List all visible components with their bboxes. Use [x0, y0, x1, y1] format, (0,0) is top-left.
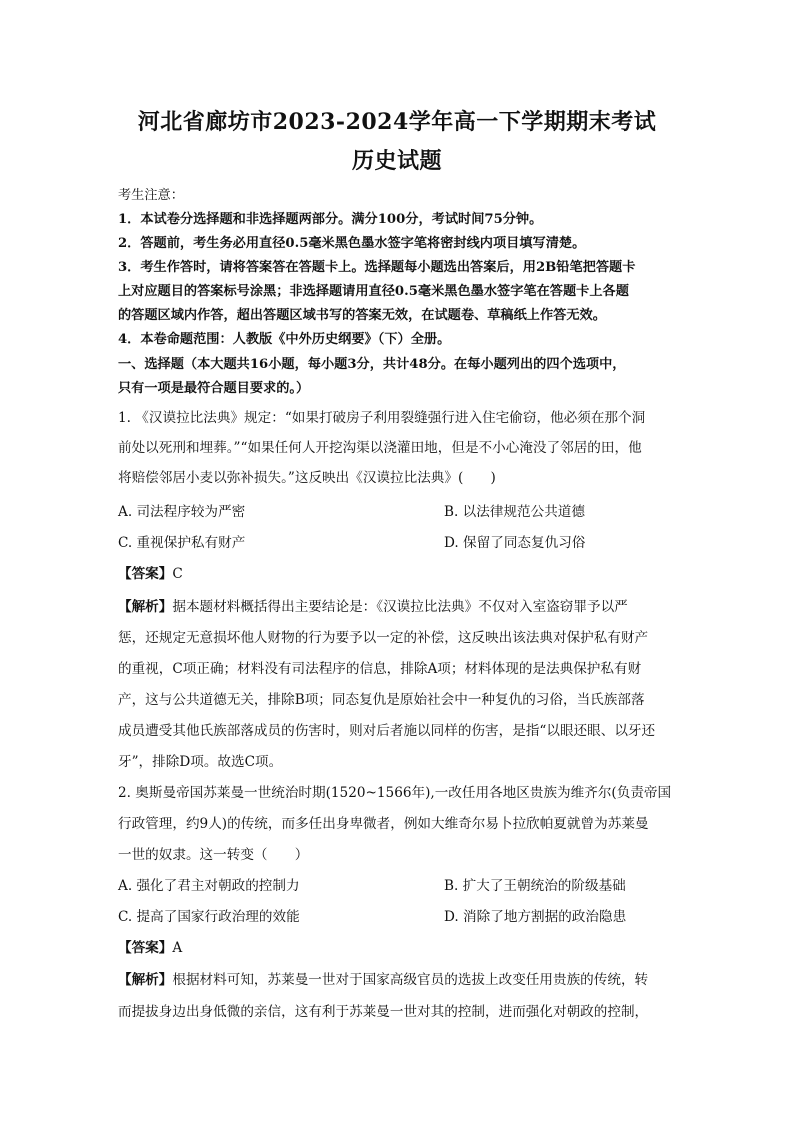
page-title: 河北省廊坊市2023-2024学年高一下学期期末考试 — [137, 109, 657, 135]
section-heading-2: 只有一项是最符合题目要求的。） — [118, 381, 310, 396]
q2-option-a: A. 强化了君主对朝政的控制力 — [118, 878, 300, 894]
q1-stem-2: 前处以死刑和埋葬。”“如果任何人开挖沟渠以浇灌田地，但是不小心淹没了邻居的田，他 — [118, 440, 642, 456]
q1-option-c: C. 重视保护私有财产 — [118, 535, 246, 551]
q1-analysis-3: 的重视，C项正确；材料没有司法程序的信息，排除A项；材料体现的是法典保护私有财 — [118, 661, 642, 677]
notice-line-3: 3．考生作答时，请将答案答在答题卡上。选择题每小题选出答案后，用2B铅笔把答题卡 — [118, 260, 636, 275]
q2-stem-1: 2. 奥斯曼帝国苏莱曼一世统治时期(1520~1566年),一改任用各地区贵族为维齐尔(负责帝国 — [118, 785, 672, 801]
q1-answer — [118, 564, 678, 584]
notice-line-6: 4．本卷命题范围：人教版《中外历史纲要》（下）全册。 — [118, 332, 451, 347]
notice-line-2: 2．答题前，考生务必用直径0.5毫米黑色墨水签字笔将密封线内项目填写清楚。 — [118, 236, 586, 251]
q1-analysis-5: 成员遭受其他氏族部落成员的伤害时，则对后者施以同样的伤害，是指“以眼还眼、以牙还 — [118, 723, 656, 739]
q2-stem-2: 行政管理，约9人)的传统，而多任出身卑微者，例如大维奇尔易卜拉欣帕夏就曾为苏莱曼 — [118, 816, 649, 832]
q1-option-d: D. 保留了同态复仇习俗 — [444, 535, 586, 551]
notice-line-5: 的答题区域内作答，超出答题区域书写的答案无效，在试题卷、草稿纸上作答无效。 — [118, 308, 606, 323]
q1-analysis-text-1: 据本题材料概括得出主要结论是：《汉谟拉比法典》不仅对入室盗窃罪予以严 — [172, 599, 628, 615]
q1-analysis-tag: 【解析】 — [118, 599, 173, 615]
q1-analysis-4: 产，这与公共道德无关，排除B项；同态复仇是原始社会中一种复仇的习俗，当氏族部落 — [118, 692, 645, 708]
notice-heading: 考生注意： — [118, 188, 184, 203]
q1-stem-3: 将赔偿邻居小麦以弥补损失。”这反映出《汉谟拉比法典》( ) — [118, 470, 496, 486]
q2-option-b: B. 扩大了王朝统治的阶级基础 — [444, 878, 626, 894]
q1-answer-tag: 【答案】 — [118, 566, 173, 582]
q1-analysis-6: 牙”，排除D项。故选C项。 — [118, 754, 283, 770]
q2-analysis-1 — [118, 970, 678, 990]
q2-option-d: D. 消除了地方割据的政治隐患 — [444, 909, 627, 925]
q2-analysis-tag: 【解析】 — [118, 972, 173, 988]
q2-answer-value: A — [172, 940, 183, 956]
q2-stem-3: 一世的奴隶。这一转变（ ） — [118, 847, 309, 863]
notice-line-4: 上对应题目的答案标号涂黑；非选择题请用直径0.5毫米黑色墨水签字笔在答题卡上各题 — [118, 284, 629, 299]
q1-analysis-2: 惩，还规定无意损坏他人财物的行为要予以一定的补偿，这反映出该法典对保护私有财产 — [118, 630, 649, 646]
q1-answer-value: C — [172, 566, 183, 582]
q2-answer-tag: 【答案】 — [118, 940, 173, 956]
page-subtitle: 历史试题 — [351, 148, 442, 174]
q1-analysis-1 — [118, 597, 678, 617]
notice-line-1: 1．本试卷分选择题和非选择题两部分。满分100分，考试时间75分钟。 — [118, 212, 543, 227]
q1-option-a: A. 司法程序较为严密 — [118, 504, 246, 520]
q1-option-b: B. 以法律规范公共道德 — [444, 504, 585, 520]
q2-answer — [118, 938, 678, 958]
q1-stem-1: 1. 《汉谟拉比法典》规定：“如果打破房子利用裂缝强行进入住宅偷窃，他必须在那个洞 — [118, 410, 646, 426]
q2-option-c: C. 提高了国家行政治理的效能 — [118, 909, 300, 925]
section-heading-1: 一、选择题（本大题共16小题，每小题3分，共计48分。在每小题列出的四个选项中， — [118, 357, 626, 372]
q2-analysis-text-1: 根据材料可知，苏莱曼一世对于国家高级官员的选拔上改变任用贵族的传统，转 — [172, 972, 649, 988]
q2-analysis-2: 而提拔身边出身低微的亲信，这有利于苏莱曼一世对其的控制，进而强化对朝政的控制， — [118, 1004, 649, 1020]
